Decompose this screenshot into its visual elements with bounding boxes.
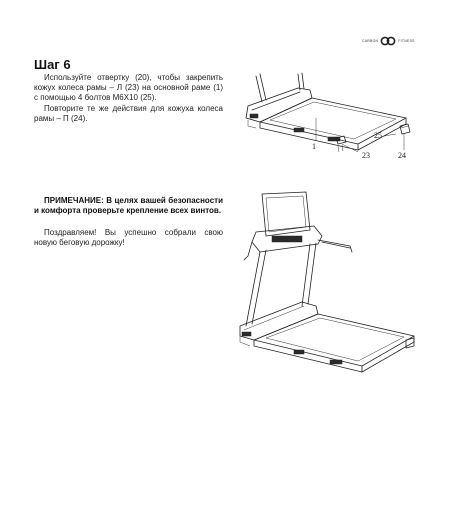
- hood-vent: [242, 332, 251, 336]
- safety-note: ПРИМЕЧАНИЕ: В целях вашей безопасности и комфорта проверьте крепление всех винтов.: [34, 196, 223, 216]
- belt-surface: [266, 318, 404, 361]
- handlebar-right: [318, 240, 352, 252]
- callout-23: 23: [362, 151, 370, 160]
- callout-24: 24: [398, 151, 406, 160]
- front-wheel: [248, 120, 256, 128]
- callout-25: 25: [374, 131, 382, 140]
- rear-cover-block: [330, 360, 342, 364]
- callout-1: 1: [312, 142, 316, 151]
- console-screen: [262, 192, 310, 236]
- frame-cover-diagram: [238, 70, 428, 170]
- congratulations-text: Поздравляем! Вы успешно собрали свою новую беговую дорожку!: [34, 228, 223, 248]
- step-title: Шаг 6: [34, 57, 71, 72]
- leader-23: [342, 144, 358, 152]
- side-cover-block: [294, 128, 304, 132]
- assembled-treadmill-diagram: [238, 190, 428, 380]
- brand-left-text: CARBON: [362, 39, 379, 43]
- deck-outline: [254, 314, 414, 366]
- console-screen-inner: [266, 196, 306, 232]
- upright-right: [298, 74, 300, 90]
- side-cover-block: [294, 350, 304, 354]
- handlebar-left: [244, 242, 252, 260]
- console-keypad: [272, 236, 302, 242]
- step-instruction-2: Повторите те же действия для кожуха колеса рамы – П (24).: [34, 104, 223, 124]
- upright-right-inner: [302, 73, 304, 89]
- motor-hood: [240, 302, 318, 340]
- infinity-logo-icon: [380, 36, 396, 46]
- deck-right-rail: [358, 118, 406, 150]
- upright-left-inner: [252, 250, 266, 324]
- wheel-cover-right: [400, 124, 410, 134]
- brand-logo: [362, 35, 422, 47]
- brand-right-text: FITNESS: [398, 39, 415, 43]
- deck-side-rail: [254, 340, 362, 372]
- step-instruction-1: Используйте отвертку (20), чтобы закрепить кожух колеса рамы – Л (23) на основной раме (1) с помощью 4 болтов М6X10 (25).: [34, 73, 223, 103]
- upright-left: [246, 252, 260, 326]
- hood-vent: [250, 114, 258, 118]
